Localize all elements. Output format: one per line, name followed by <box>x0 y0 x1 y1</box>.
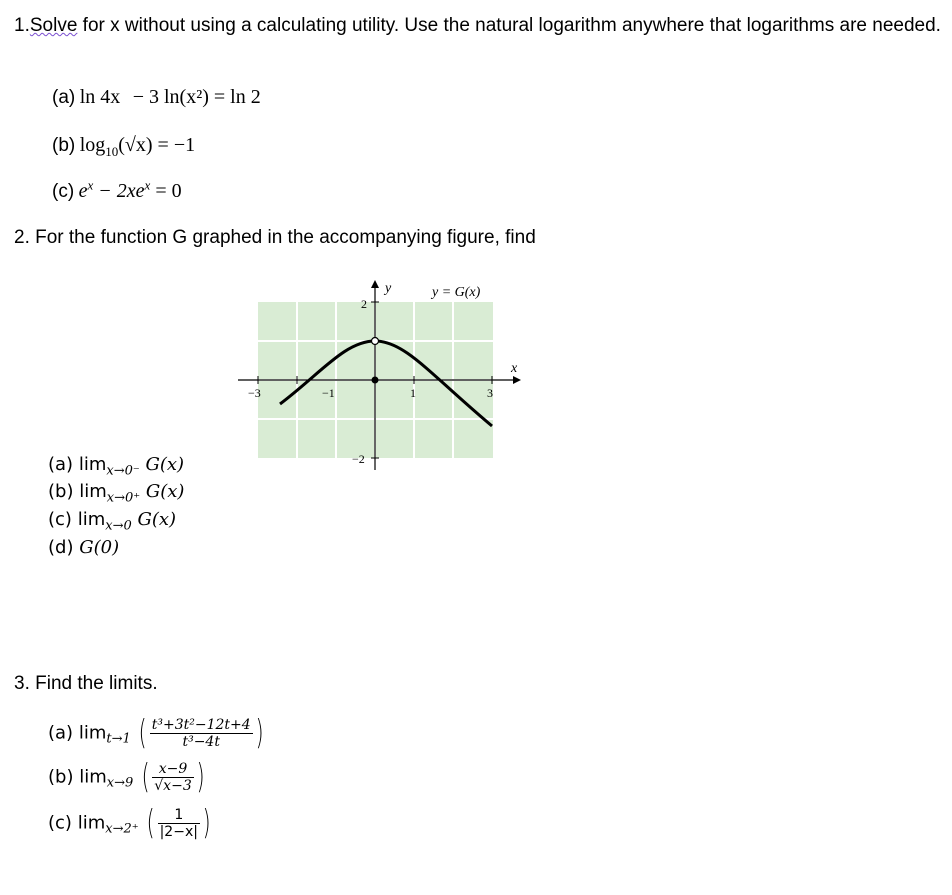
q3-b-sub: x→9 <box>106 775 134 791</box>
q3-b-label: (b) <box>48 766 74 788</box>
graph-y-axis-arrow <box>371 280 379 288</box>
q1-a-label: (a) <box>52 87 76 108</box>
q3-c-sub: x→2⁺ <box>105 821 139 837</box>
graph-x-axis-label: x <box>511 361 518 376</box>
q1-c-exp2: x <box>144 177 151 193</box>
q1-c-expr <box>78 177 182 202</box>
question-3-text: 3. Find the limits. <box>14 673 158 694</box>
q2-c-label: (c) <box>48 509 72 530</box>
q2-d-label: (d) <box>48 537 74 558</box>
q1-c-label: (c) <box>52 181 75 202</box>
question-1-text <box>14 12 944 40</box>
q1-instruction: for x without using a calculating utility. Use the natural logarithm anywhere that logarithms are needed. <box>77 15 941 36</box>
q2-b-sub: x→0⁺ <box>106 490 141 506</box>
graph-x-tick-neg1: −1 <box>322 386 335 400</box>
q2-a-expr: G(x) <box>145 454 185 475</box>
q2-c-lim: lim <box>77 509 106 530</box>
graph-x-axis-arrow <box>513 376 521 384</box>
q1-b-rest: (√x) = −1 <box>118 134 196 156</box>
q1-b-label: (b) <box>52 135 76 156</box>
q3-a-label: (a) <box>48 722 74 744</box>
q3-part-c <box>48 803 213 843</box>
q2-a-lim: lim <box>78 454 107 475</box>
q1-part-c <box>52 177 182 203</box>
q3-b-lim: lim <box>79 766 107 788</box>
q2-c-sub: x→0 <box>105 518 132 534</box>
graph-x-tick-neg3: −3 <box>248 386 261 400</box>
graph-filled-point <box>372 377 379 384</box>
q1-b-log-word: log <box>79 134 106 156</box>
q3-b-paren-open: ( <box>141 757 150 797</box>
q2-a-sub: x→0⁻ <box>106 463 140 479</box>
q2-b-expr: G(x) <box>145 481 185 502</box>
q2-item-b <box>48 481 185 506</box>
q1-c-mid: − 2xe <box>93 180 145 202</box>
graph-title: y = G(x) <box>432 285 481 300</box>
q3-b-paren-close: ) <box>196 757 205 797</box>
q1-c-exp1: x <box>87 177 94 193</box>
graph-y-axis-label: y <box>385 281 392 296</box>
graph-x-tick-3: 3 <box>487 386 493 400</box>
question-2-text: 2. For the function G graphed in the accompanying figure, find <box>14 227 536 248</box>
q3-a-paren-open: ( <box>139 713 148 753</box>
graph-y-tick-2: 2 <box>361 297 367 311</box>
q1-b-log-base: 10 <box>105 144 119 159</box>
q1-c-e1: e <box>78 180 88 202</box>
graph-figure <box>230 278 530 473</box>
q3-c-numerator: 1 <box>158 807 200 824</box>
q1-c-end: = 0 <box>150 180 182 202</box>
q3-a-fraction <box>150 717 253 750</box>
q2-a-label: (a) <box>48 454 74 475</box>
q3-a-paren-close: ) <box>255 713 264 753</box>
q3-a-numerator: t³+3t²−12t+4 <box>151 716 251 733</box>
q1-b-log <box>79 134 196 159</box>
q3-a-denominator: t³−4t <box>182 733 220 750</box>
q1-part-a <box>52 86 261 109</box>
q1-part-b <box>52 134 195 157</box>
q2-item-d <box>48 537 119 558</box>
q1-a-term2: − 3 ln(x²) = ln 2 <box>132 86 261 108</box>
graph-y-tick-neg2: −2 <box>352 452 365 466</box>
q2-item-c <box>48 509 177 534</box>
q2-b-label: (b) <box>48 481 74 502</box>
q3-b-numerator: x−9 <box>152 761 193 778</box>
q3-c-denominator: |2−x| <box>159 823 198 840</box>
q3-a-lim: lim <box>78 722 107 744</box>
q3-c-fraction <box>158 807 200 840</box>
q1-number: 1. <box>14 15 30 36</box>
q3-b-denominator: √x−3 <box>154 777 192 794</box>
q1-a-term1: ln 4x <box>79 86 121 108</box>
q2-item-a <box>48 454 185 479</box>
q3-c-lim: lim <box>77 812 106 834</box>
q3-a-sub: t→1 <box>106 731 131 747</box>
q3-part-a <box>48 713 266 753</box>
q3-c-paren-close: ) <box>202 803 211 843</box>
q3-part-b <box>48 757 207 797</box>
q3-b-fraction <box>152 761 193 794</box>
q1-solve-word: Solve <box>29 15 78 36</box>
q2-d-expr: G(0) <box>79 537 120 558</box>
q2-c-expr: G(x) <box>137 509 177 530</box>
graph-x-tick-1: 1 <box>410 386 416 400</box>
graph-open-point <box>372 338 379 345</box>
q2-b-lim: lim <box>79 481 107 502</box>
q3-c-label: (c) <box>48 812 72 834</box>
q3-c-paren-open: ( <box>146 803 155 843</box>
